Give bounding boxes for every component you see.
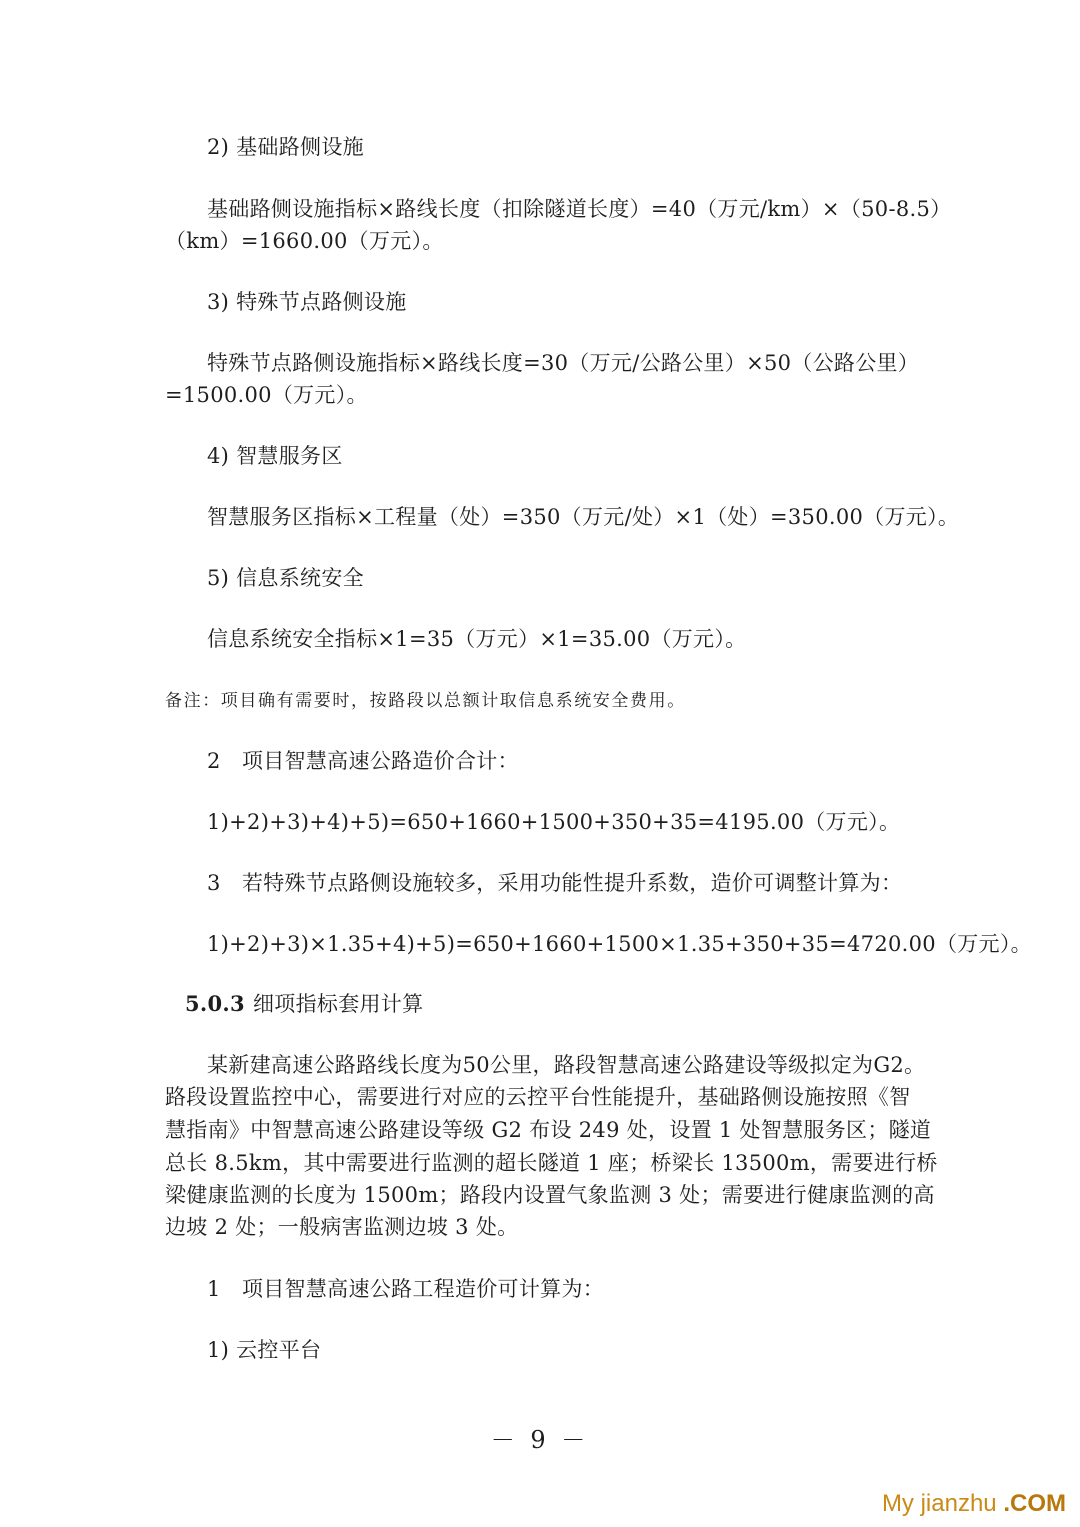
subheading-smart-service: 4) 智慧服务区 bbox=[207, 444, 343, 468]
note-line: 备注：项目确有需要时，按路段以总额计取信息系统安全费用。 bbox=[165, 691, 686, 711]
item-heading: 2 项目智慧高速公路造价合计： bbox=[207, 749, 519, 773]
formula-line: 特殊节点路侧设施指标×路线长度=30（万元/公路公里）×50（公路公里） bbox=[207, 351, 920, 375]
paragraph-line: 边坡 2 处；一般病害监测边坡 3 处。 bbox=[165, 1215, 519, 1239]
subheading-basic-roadside: 2) 基础路侧设施 bbox=[207, 135, 364, 159]
formula-line: 智慧服务区指标×工程量（处）=350（万元/处）×1（处）=350.00（万元）。 bbox=[207, 505, 960, 529]
formula-line: 信息系统安全指标×1=35（万元）×1=35.00（万元）。 bbox=[207, 627, 747, 651]
subheading-cloud-platform: 1) 云控平台 bbox=[207, 1338, 322, 1362]
formula-line: 1)+2)+3)+4)+5)=650+1660+1500+350+35=4195.00（万元）。 bbox=[207, 810, 901, 834]
paragraph-line: 总长 8.5km，其中需要进行监测的超长隧道 1 座；桥梁长 13500m，需要进行桥 bbox=[165, 1151, 938, 1175]
paragraph-line: 慧指南》中智慧高速公路建设等级 G2 布设 249 处，设置 1 处智慧服务区；隧道 bbox=[165, 1118, 932, 1142]
paragraph-line: 某新建高速公路路线长度为50公里，路段智慧高速公路建设等级拟定为G2。 bbox=[207, 1053, 926, 1077]
formula-line: 基础路侧设施指标×路线长度（扣除隧道长度）=40（万元/km）×（50-8.5） bbox=[207, 197, 952, 221]
watermark-suffix: .COM bbox=[1003, 1490, 1066, 1517]
item-heading: 1 项目智慧高速公路工程造价可计算为： bbox=[207, 1277, 605, 1301]
section-number: 5.0.3 bbox=[185, 991, 245, 1016]
formula-line: =1500.00（万元）。 bbox=[165, 383, 368, 407]
watermark-brand: My jianzhu bbox=[881, 1490, 997, 1517]
subheading-info-security: 5) 信息系统安全 bbox=[207, 566, 364, 590]
paragraph-line: 路段设置监控中心，需要进行对应的云控平台性能提升，基础路侧设施按照《智 bbox=[165, 1085, 911, 1109]
watermark-logo bbox=[882, 1490, 1066, 1518]
formula-line: （km）=1660.00（万元）。 bbox=[165, 229, 444, 253]
formula-line: 1)+2)+3)×1.35+4)+5)=650+1660+1500×1.35+350+35=4720.00（万元）。 bbox=[207, 932, 1032, 956]
section-title: 细项指标套用计算 bbox=[253, 992, 424, 1016]
subheading-special-node: 3) 特殊节点路侧设施 bbox=[207, 290, 407, 314]
paragraph-line: 梁健康监测的长度为 1500m；路段内设置气象监测 3 处；需要进行健康监测的高 bbox=[165, 1183, 935, 1207]
item-heading: 3 若特殊节点路侧设施较多，采用功能性提升系数，造价可调整计算为： bbox=[207, 871, 903, 895]
section-heading bbox=[185, 990, 423, 1018]
page-number: － 9 － bbox=[490, 1426, 590, 1454]
